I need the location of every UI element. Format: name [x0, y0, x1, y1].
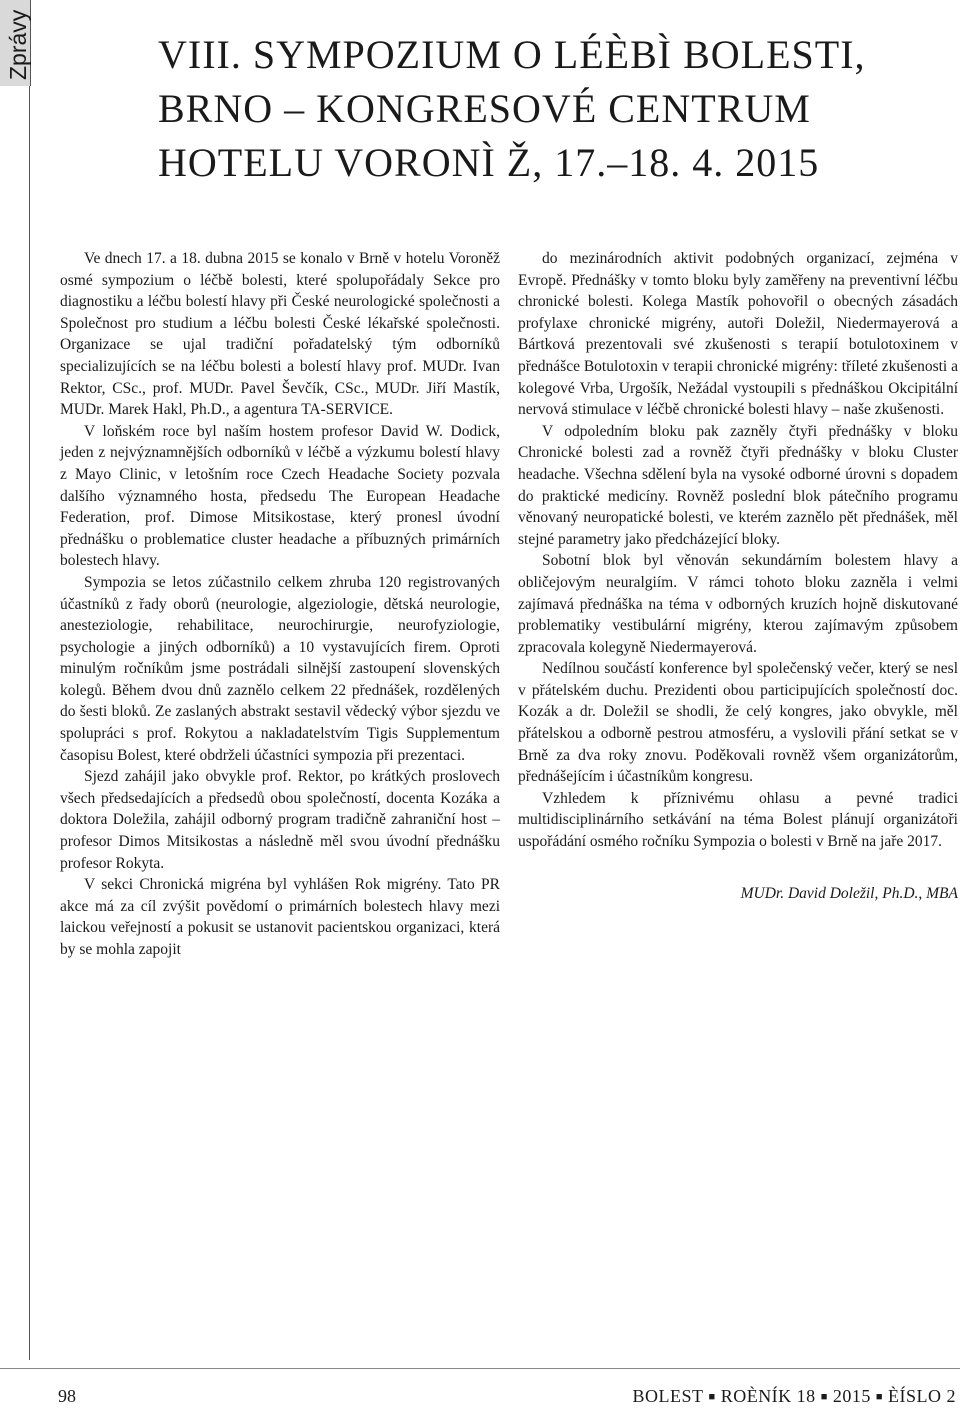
- left-column: [60, 248, 500, 961]
- journal-issue: ÈÍSLO 2: [888, 1386, 956, 1406]
- paragraph: Sjezd zahájil jako obvykle prof. Rektor, po krátkých proslovech všech předsedajících a předsedů obou společností, docenta Kozáka a doktora Doležila, zahájil odborný program tradičně zahraniční host – profesor Dimos Mitsikostas a následně měl svou úvodní přednášku profesor Rokyta.: [60, 768, 500, 872]
- page-number: 98: [58, 1386, 76, 1406]
- journal-name: BOLEST: [632, 1386, 704, 1406]
- journal-year: 2015: [832, 1386, 871, 1406]
- title-line-3: HOTELU VORONÌ Ž, 17.–18. 4. 2015: [158, 140, 820, 185]
- paragraph: do mezinárodních aktivit podobných organizací, zejména v Evropě. Přednášky v tomto bloku byly zaměřeny na preventivní léčbu chronické bolesti. Kolega Mastík pohovořil o obecných zásadách profylaxe chronické migrény, autoři Doležil, Niedermayerová a Bártková prezentovali své zkušenosti s terapií botulotoxinem v přednášce Botulotoxin v terapii chronické migrény: tříleté zkušenosti a kolegové Vrba, Urgošík, Nežádal vystoupili s přednáškou Okcipitální nervová stimulace v léčbě chronické bolesti hlavy – naše zkušenosti.: [518, 250, 958, 419]
- section-label: Zprávy: [5, 9, 31, 80]
- right-column: [518, 248, 958, 904]
- paragraph: Vzhledem k příznivému ohlasu a pevné tradici multidisciplinárního setkávání na téma Bolest plánují organizátoři uspořádání osmého ročníku Sympozia o bolesti v Brně na jaře 2017.: [518, 789, 958, 851]
- journal-footer: [633, 1386, 956, 1407]
- square-separator-icon: ■: [708, 1391, 716, 1403]
- paragraph: Sympozia se letos zúčastnilo celkem zhruba 120 registrovaných účastníků z řady oborů (neurologie, algeziologie, dětská neurologie, anesteziologie, rehabilitace, neurochirurgie, neurofyziologie, psychologie a jiných odborníků) a 10 vystavujících firem. Oproti minulým ročníkům jsme postrádali silnější zastoupení slovenských kolegů. Během dvou dnů zaznělo celkem 22 přednášek, rozdělených do šesti bloků. Ze zaslaných abstrakt sestavil vědecký výbor sjezdu ve spolupráci s prof. Rokytou a nakladatelstvím Tigis Supplementum časopisu Bolest, které obdrželi účastníci sympozia při prezentaci.: [60, 573, 500, 764]
- paragraph: V odpoledním bloku pak zazněly čtyři přednášky v bloku Chronické bolesti zad a rovněž čtyři přednášky v bloku Cluster headache. Všechna sdělení byla na vysoké odborné úrovni s dopadem do praktické medicíny. Rovněž poslední blok pátečního programu věnovaný neuropatické bolesti, ve kterém zaznělo pět přednášek, měl stejné parametry jako předcházející bloky.: [518, 422, 958, 548]
- footer-rule: [0, 1368, 960, 1369]
- author-signature: MUDr. David Doležil, Ph.D., MBA: [740, 884, 958, 902]
- paragraph: Nedílnou součástí konference byl společenský večer, který se nesl v přátelském duchu. Prezidenti obou participujících společností doc. Kozák a dr. Doležil se shodli, že celý kongres, jako obvykle, měl přátelskou a odborně pestrou atmosféru, a vyslovili přání setkat se v Brně za dva roky znovu. Poděkovali rovněž všem organizátorům, přednášejícím i účastníkům kongresu.: [518, 660, 958, 786]
- title-line-1: VIII. SYMPOZIUM O LÉÈBÌ BOLESTI,: [158, 32, 866, 77]
- square-separator-icon: ■: [820, 1391, 828, 1403]
- journal-volume: ROÈNÍK 18: [720, 1386, 816, 1406]
- square-separator-icon: ■: [875, 1391, 883, 1403]
- paragraph: Sobotní blok byl věnován sekundárním bolestem hlavy a obličejovým neuralgiím. V rámci tohoto bloku zazněla i velmi zajímavá přednáška na téma v odborných kruzích hojně diskutované problematiky vestibulární migrény, kterou zajímavým způsobem zpracovala kolegyně Niedermayerová.: [518, 552, 958, 656]
- paragraph: V sekci Chronická migréna byl vyhlášen Rok migrény. Tato PR akce má za cíl zvýšit povědomí o primárních bolestech hlavy mezi laickou veřejností a pokusit se ustanovit pacientskou organizaci, která by se mohla zapojit: [60, 876, 500, 958]
- paragraph: V loňském roce byl naším hostem profesor David W. Dodick, jeden z nejvýznamnějších odborníků v léčbě a výzkumu bolestí hlavy z Mayo Clinic, v letošním roce Czech Headache Society pozvala dalšího významného hosta, předsedu The European Headache Federation, prof. Dimose Mitsikostase, který pronesl úvodní přednášku o problematice cluster headache a příbuzných primárních bolestech hlavy.: [60, 422, 500, 570]
- section-rule: [29, 86, 30, 1360]
- article-title: [158, 28, 928, 190]
- section-tab: [0, 0, 31, 86]
- paragraph: Ve dnech 17. a 18. dubna 2015 se konalo v Brně v hotelu Voroněž osmé sympozium o léčbě bolesti, které spolupořádaly Sekce pro diagnostiku a léčbu bolestí hlavy při České neurologické společnosti a Společnost pro studium a léčbu bolesti České lékařské společnosti. Organizace se ujal tradiční pořadatelský tým odborníků specializujících se na léčbu bolesti a bolestí hlavy prof. MUDr. Ivan Rektor, CSc., prof. MUDr. Pavel Ševčík, CSc., MUDr. Jiří Mastík, MUDr. Marek Hakl, Ph.D., a agentura TA-SERVICE.: [60, 250, 500, 419]
- title-line-2: BRNO – KONGRESOVÉ CENTRUM: [158, 86, 811, 131]
